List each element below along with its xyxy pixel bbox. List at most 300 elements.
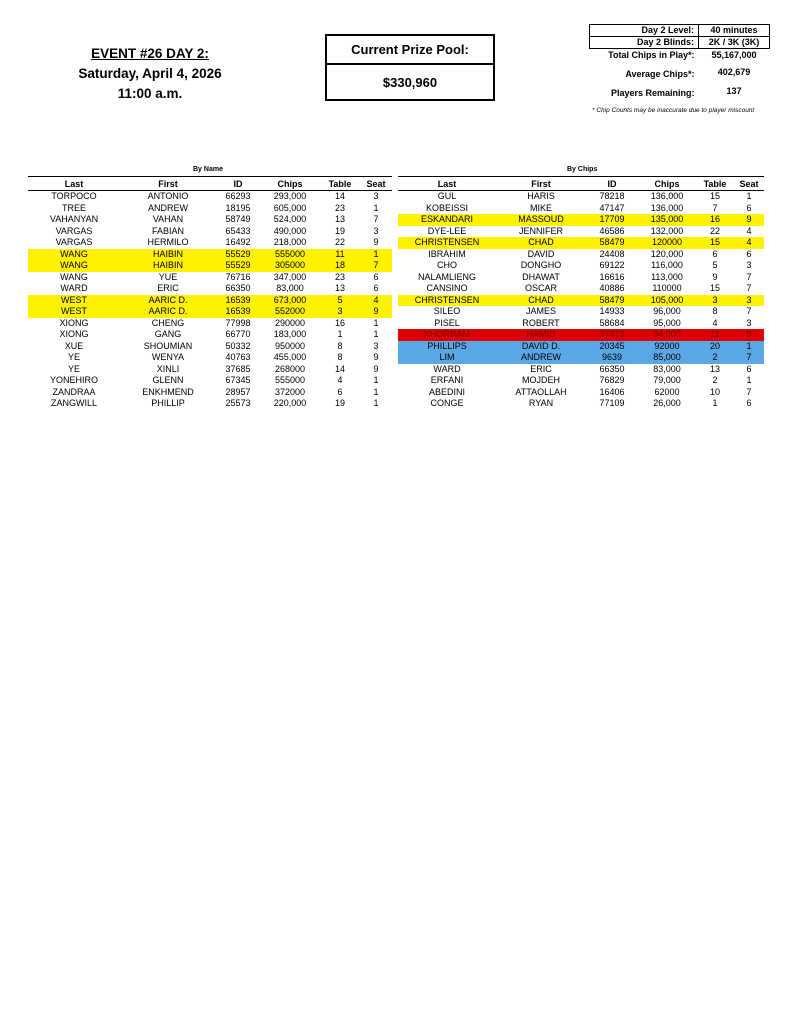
- cell-seat: 7: [360, 260, 392, 272]
- cell-seat: 6: [373, 283, 379, 293]
- cell-table: 4: [337, 375, 343, 385]
- column-header-seat: Seat: [734, 178, 764, 191]
- table-row: [398, 318, 764, 330]
- cell-first: DAVID: [527, 248, 555, 259]
- cell-table: 6: [337, 386, 343, 397]
- cell-first: XINLI: [156, 363, 180, 374]
- cell-last: DYE-LEE: [427, 225, 467, 236]
- cell-last: LIM: [398, 352, 496, 364]
- cell-id: 16406: [599, 386, 625, 397]
- cell-seat: 6: [746, 398, 752, 408]
- event-title: EVENT #26 DAY 2:: [91, 46, 209, 61]
- cell-table: 11: [696, 329, 734, 341]
- cell-id: 58479: [586, 237, 638, 249]
- cell-seat: 9: [734, 214, 764, 226]
- cell-id: 46586: [599, 225, 625, 236]
- cell-last: WANG: [28, 249, 120, 261]
- cell-seat: 6: [746, 363, 752, 374]
- cell-id: 9639: [586, 352, 638, 364]
- cell-chips: 524,000: [273, 214, 307, 224]
- cell-first: FABIAN: [151, 225, 184, 236]
- cell-seat: 9: [373, 237, 379, 247]
- cell-seat: 6: [746, 202, 752, 213]
- cell-table: 3: [696, 295, 734, 307]
- cell-last: GUL: [437, 191, 457, 201]
- average-chips-value: 402,679: [717, 67, 751, 77]
- cell-table: 18: [320, 260, 360, 272]
- level-value: 40 minutes: [699, 25, 770, 37]
- cell-first: MASSOUD: [496, 214, 586, 226]
- cell-table: 19: [334, 225, 345, 236]
- cell-first: DHAWAT: [522, 271, 560, 282]
- cell-last: KHORRAM: [398, 329, 496, 341]
- cell-table: 15: [696, 237, 734, 249]
- cell-seat: 1: [373, 386, 379, 397]
- column-header-last: Last: [28, 178, 120, 191]
- cell-first: CHENG: [151, 317, 185, 328]
- cell-first: CHAD: [496, 237, 586, 249]
- by-name-table: [28, 178, 392, 410]
- cell-id: 55529: [216, 249, 260, 261]
- table-row: [28, 203, 392, 215]
- cell-table: 13: [709, 363, 720, 374]
- cell-first: HAIBIN: [120, 249, 216, 261]
- table-row: [28, 283, 392, 295]
- cell-table: 1: [712, 398, 718, 408]
- cell-chips: 95,000: [653, 317, 681, 328]
- by-chips-title: By Chips: [567, 166, 598, 173]
- prize-pool-box: [325, 34, 495, 101]
- cell-chips: 105,000: [638, 295, 696, 307]
- cell-chips: 490,000: [273, 225, 307, 236]
- cell-last: ESKANDARI: [398, 214, 496, 226]
- cell-id: 66350: [599, 363, 625, 374]
- cell-table: 23: [334, 271, 345, 282]
- by-chips-table: [398, 178, 764, 410]
- by-name-header-row: [28, 178, 392, 191]
- cell-chips: 85,000: [638, 352, 696, 364]
- cell-table: 15: [709, 283, 720, 293]
- cell-first: HARIS: [527, 191, 555, 201]
- cell-last: CANSINO: [426, 283, 468, 293]
- cell-table: 13: [334, 214, 345, 224]
- average-chips-label: Average Chips*:: [625, 69, 695, 79]
- cell-last: ZANDRAA: [52, 386, 96, 397]
- by-name-title: By Name: [193, 166, 223, 173]
- cell-id: 16492: [225, 237, 251, 247]
- cell-chips: 552000: [260, 306, 320, 318]
- table-row: [28, 318, 392, 330]
- cell-first: ANDREW: [148, 202, 188, 213]
- cell-table: 23: [334, 202, 345, 213]
- table-row: [398, 226, 764, 238]
- cell-chips: 136,000: [650, 202, 684, 213]
- cell-id: 58749: [225, 214, 251, 224]
- cell-id: 28957: [225, 386, 251, 397]
- cell-id: 47147: [599, 202, 625, 213]
- cell-chips: 950000: [274, 340, 306, 351]
- total-chips-label: Total Chips in Play*:: [608, 50, 695, 60]
- cell-id: 69122: [599, 260, 625, 270]
- tournament-info: [589, 24, 770, 99]
- cell-chips: 62000: [654, 386, 680, 397]
- cell-seat: 4: [360, 295, 392, 307]
- column-header-seat: Seat: [360, 178, 392, 191]
- cell-first: WENYA: [151, 352, 185, 362]
- cell-id: 66350: [225, 283, 251, 293]
- cell-last: CHRISTENSEN: [398, 295, 496, 307]
- cell-id: 16616: [599, 271, 625, 282]
- cell-last: VAHANYAN: [49, 214, 99, 224]
- event-date: Saturday, April 4, 2026: [78, 66, 222, 81]
- cell-seat: 4: [734, 237, 764, 249]
- cell-last: YONEHIRO: [49, 375, 98, 385]
- cell-id: 37473: [586, 329, 638, 341]
- cell-last: TORPOCO: [51, 191, 97, 201]
- cell-table: 1: [337, 329, 343, 339]
- cell-first: RYAN: [528, 398, 554, 408]
- cell-chips: 116,000: [651, 260, 683, 270]
- cell-seat: 1: [373, 202, 379, 213]
- cell-chips: 372000: [274, 386, 306, 397]
- table-row: [398, 203, 764, 215]
- column-header-table: Table: [320, 178, 360, 191]
- cell-last: ABEDINI: [428, 386, 465, 397]
- cell-table: 3: [320, 306, 360, 318]
- cell-table: 22: [709, 225, 720, 236]
- cell-seat: 7: [373, 214, 379, 224]
- cell-first: SHOUMIAN: [143, 340, 193, 351]
- cell-last: SILEO: [433, 306, 461, 316]
- table-row: [28, 272, 392, 284]
- prize-pool-label: Current Prize Pool:: [327, 36, 493, 65]
- table-row: [28, 237, 392, 249]
- cell-table: 22: [334, 237, 345, 247]
- cell-table: 2: [712, 375, 718, 385]
- cell-table: 8: [712, 306, 718, 316]
- cell-id: 55529: [216, 260, 260, 272]
- cell-seat: 3: [373, 191, 379, 201]
- table-row: [398, 375, 764, 387]
- cell-last: XIONG: [59, 329, 89, 339]
- cell-table: 16: [696, 214, 734, 226]
- cell-seat: 9: [734, 329, 764, 341]
- column-header-chips: Chips: [638, 178, 696, 191]
- table-row: [398, 295, 764, 307]
- cell-id: 50332: [225, 340, 251, 351]
- column-header-last: Last: [398, 178, 496, 191]
- total-chips-value: 55,167,000: [711, 49, 757, 60]
- by-chips-header-row: [398, 178, 764, 191]
- cell-seat: 6: [746, 248, 752, 259]
- cell-first: OSCAR: [524, 283, 557, 293]
- table-row: [28, 226, 392, 238]
- cell-chips: 79,000: [653, 375, 681, 385]
- cell-table: 2: [696, 352, 734, 364]
- cell-id: 16539: [216, 306, 260, 318]
- cell-first: CHAD: [496, 295, 586, 307]
- cell-chips: 305000: [260, 260, 320, 272]
- cell-last: PISEL: [434, 317, 460, 328]
- cell-last: ZANGWILL: [50, 398, 97, 408]
- cell-chips: 268000: [274, 363, 306, 374]
- cell-table: 20: [696, 341, 734, 353]
- cell-seat: 4: [746, 225, 752, 236]
- cell-id: 58479: [586, 295, 638, 307]
- cell-first: JAMES: [525, 306, 556, 316]
- cell-first: JENNIFER: [518, 225, 563, 236]
- cell-last: WEST: [28, 306, 120, 318]
- cell-chips: 96,000: [653, 306, 681, 316]
- cell-table: 6: [712, 248, 718, 259]
- cell-id: 40763: [225, 352, 251, 362]
- cell-seat: 3: [373, 225, 379, 236]
- cell-table: 13: [334, 283, 345, 293]
- cell-first: DAVID D.: [496, 341, 586, 353]
- cell-chips: 110000: [652, 283, 682, 293]
- cell-last: KOBEISSI: [425, 202, 469, 213]
- cell-table: 19: [334, 398, 345, 408]
- cell-seat: 9: [373, 363, 379, 374]
- table-row: [28, 214, 392, 226]
- cell-table: 10: [709, 386, 720, 397]
- cell-seat: 1: [373, 398, 379, 408]
- cell-last: NALAMLIENG: [417, 271, 477, 282]
- table-row: [28, 387, 392, 399]
- cell-last: TREE: [61, 202, 86, 213]
- table-row: [398, 272, 764, 284]
- level-label: Day 2 Level:: [590, 25, 699, 37]
- cell-first: VAHAN: [152, 214, 184, 224]
- cell-last: WARD: [60, 283, 88, 293]
- cell-first: ENKHMEND: [142, 386, 194, 397]
- cell-first: GANG: [154, 329, 182, 339]
- table-row: [28, 260, 392, 272]
- cell-chips: 183,000: [273, 329, 307, 339]
- cell-table: 14: [334, 191, 345, 201]
- table-row: [398, 352, 764, 364]
- cell-chips: 26,000: [653, 398, 681, 408]
- cell-chips: 673,000: [260, 295, 320, 307]
- chip-count-note: * Chip Counts may be inaccurate due to player miscount: [592, 107, 755, 114]
- cell-seat: 3: [746, 317, 752, 328]
- cell-chips: 132,000: [650, 225, 684, 236]
- cell-first: YUE: [158, 271, 178, 282]
- table-row: [398, 329, 764, 341]
- cell-chips: 83,000: [653, 363, 681, 374]
- cell-seat: 7: [746, 283, 752, 293]
- cell-last: XIONG: [59, 317, 89, 328]
- table-row: [28, 341, 392, 353]
- cell-chips: 555000: [274, 375, 306, 385]
- cell-seat: 3: [373, 340, 379, 351]
- cell-table: 8: [337, 352, 343, 362]
- cell-last: WEST: [28, 295, 120, 307]
- cell-id: 77109: [599, 398, 625, 408]
- cell-last: IBRAHIM: [428, 248, 466, 259]
- cell-seat: 7: [746, 306, 752, 316]
- cell-seat: 1: [373, 329, 379, 339]
- cell-chips: 135,000: [638, 214, 696, 226]
- cell-seat: 7: [746, 271, 752, 282]
- table-row: [28, 306, 392, 318]
- cell-chips: 92000: [638, 341, 696, 353]
- cell-id: 76716: [225, 271, 251, 282]
- table-row: [28, 191, 392, 203]
- table-row: [28, 375, 392, 387]
- cell-id: 20345: [586, 341, 638, 353]
- cell-id: 66770: [225, 329, 251, 339]
- column-header-id: ID: [216, 178, 260, 191]
- cell-seat: 7: [746, 386, 752, 397]
- table-row: [28, 364, 392, 376]
- cell-table: 11: [320, 249, 360, 261]
- cell-chips: 290000: [274, 317, 306, 328]
- table-row: [28, 398, 392, 410]
- cell-id: 66293: [225, 191, 251, 201]
- cell-last: WARD: [433, 363, 461, 374]
- cell-first: ANTONIO: [147, 191, 189, 201]
- cell-first: DONGHO: [520, 260, 562, 270]
- cell-first: ANDREW: [496, 352, 586, 364]
- cell-table: 14: [334, 363, 345, 374]
- cell-first: HAIBIN: [120, 260, 216, 272]
- cell-table: 5: [320, 295, 360, 307]
- cell-chips: 605,000: [273, 202, 307, 213]
- cell-last: VARGAS: [55, 237, 93, 247]
- cell-last: XUE: [64, 340, 84, 351]
- cell-chips: 555000: [260, 249, 320, 261]
- cell-chips: 83,000: [276, 283, 304, 293]
- column-header-chips: Chips: [260, 178, 320, 191]
- cell-id: 17709: [586, 214, 638, 226]
- cell-chips: 220,000: [273, 398, 307, 408]
- cell-id: 65433: [225, 225, 251, 236]
- cell-seat: 1: [373, 375, 379, 385]
- cell-id: 76829: [599, 375, 625, 385]
- table-row: [398, 341, 764, 353]
- cell-last: ERFANI: [430, 375, 464, 385]
- cell-table: 5: [712, 260, 718, 270]
- table-row: [28, 249, 392, 261]
- cell-last: CHO: [437, 260, 457, 270]
- cell-id: 58684: [599, 317, 625, 328]
- blinds-value: 2K / 3K (3K): [699, 37, 770, 49]
- cell-last: VARGAS: [55, 225, 93, 236]
- table-row: [398, 191, 764, 203]
- column-header-id: ID: [586, 178, 638, 191]
- cell-table: 15: [709, 191, 720, 201]
- column-header-first: First: [496, 178, 586, 191]
- cell-chips: 293,000: [273, 191, 307, 201]
- cell-id: 67345: [225, 375, 251, 385]
- cell-chips: 113,000: [651, 271, 683, 282]
- cell-chips: 136,000: [650, 191, 684, 201]
- cell-first: ERIC: [157, 283, 179, 293]
- table-row: [398, 387, 764, 399]
- cell-chips: 347,000: [273, 271, 307, 282]
- cell-seat: 9: [373, 352, 379, 362]
- table-row: [398, 237, 764, 249]
- players-remaining-value: 137: [726, 86, 742, 96]
- cell-id: 78218: [599, 191, 625, 201]
- cell-seat: 6: [373, 271, 379, 282]
- cell-first: AARIC D.: [120, 306, 216, 318]
- event-header: [40, 44, 260, 104]
- cell-seat: 1: [734, 341, 764, 353]
- cell-table: 8: [337, 340, 343, 351]
- cell-table: 7: [712, 202, 718, 213]
- cell-seat: 9: [360, 306, 392, 318]
- players-remaining-label: Players Remaining:: [610, 88, 695, 98]
- cell-id: 14933: [599, 306, 625, 316]
- table-row: [398, 398, 764, 410]
- prize-pool-value: $330,960: [382, 75, 438, 90]
- cell-first: MOJDEH: [522, 375, 560, 385]
- cell-id: 40886: [599, 283, 625, 293]
- cell-seat: 3: [734, 295, 764, 307]
- table-row: [28, 352, 392, 364]
- cell-chips: 94,000: [638, 329, 696, 341]
- table-row: [398, 364, 764, 376]
- cell-id: 24408: [599, 248, 625, 259]
- cell-first: AARIC D.: [120, 295, 216, 307]
- cell-last: WANG: [28, 260, 120, 272]
- cell-first: ROBERT: [522, 317, 560, 328]
- cell-last: YE: [67, 363, 80, 374]
- cell-first: GLENN: [152, 375, 184, 385]
- cell-first: ERIC: [530, 363, 552, 374]
- cell-chips: 218,000: [273, 237, 307, 247]
- cell-seat: 3: [746, 260, 752, 270]
- cell-first: MIKE: [529, 202, 552, 213]
- cell-seat: 1: [746, 191, 752, 201]
- cell-chips: 455,000: [273, 352, 307, 362]
- cell-seat: 1: [373, 317, 379, 328]
- table-row: [398, 306, 764, 318]
- cell-id: 77998: [225, 317, 251, 328]
- by-name-rule: [28, 176, 392, 177]
- cell-seat: 1: [360, 249, 392, 261]
- cell-first: HAMID: [496, 329, 586, 341]
- by-chips-rule: [398, 176, 764, 177]
- table-row: [398, 260, 764, 272]
- table-row: [28, 295, 392, 307]
- cell-last: WANG: [60, 271, 88, 282]
- cell-table: 16: [334, 317, 345, 328]
- blinds-label: Day 2 Blinds:: [590, 37, 699, 49]
- table-row: [398, 249, 764, 261]
- cell-id: 37685: [225, 363, 251, 374]
- cell-first: ATTAOLLAH: [515, 386, 567, 397]
- cell-last: CHRISTENSEN: [398, 237, 496, 249]
- cell-id: 18195: [225, 202, 251, 213]
- table-row: [28, 329, 392, 341]
- cell-last: YE: [67, 352, 80, 362]
- cell-chips: 120000: [638, 237, 696, 249]
- cell-first: HERMILO: [147, 237, 189, 247]
- cell-last: PHILLIPS: [398, 341, 496, 353]
- cell-chips: 120,000: [650, 248, 684, 259]
- cell-id: 25573: [225, 398, 251, 408]
- cell-table: 9: [712, 271, 718, 282]
- cell-first: PHILLIP: [151, 398, 185, 408]
- column-header-table: Table: [696, 178, 734, 191]
- cell-id: 16539: [216, 295, 260, 307]
- event-time: 11:00 a.m.: [117, 86, 183, 101]
- table-row: [398, 283, 764, 295]
- cell-last: CONGE: [430, 398, 464, 408]
